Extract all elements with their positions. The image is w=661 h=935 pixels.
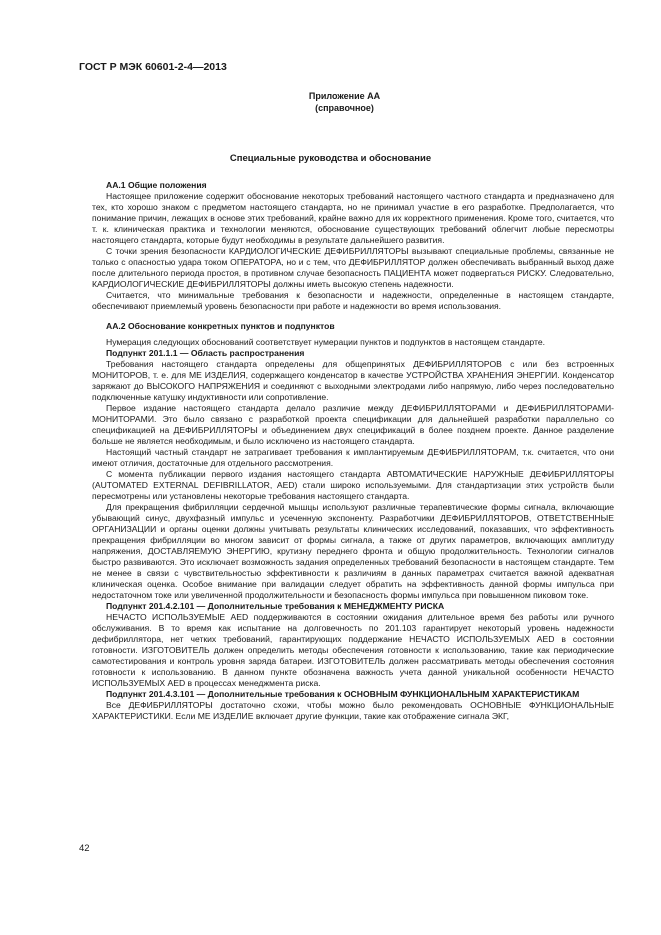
- subsection-heading: Подпункт 201.1.1 — Область распространения: [106, 348, 305, 358]
- paragraph: С момента публикации первого издания настоящего стандарта АВТОМАТИЧЕСКИЕ НАРУЖНЫЕ ДЕФИБРИЛЛЯТОРЫ (AUTOMATED EXTERNAL DEFIBRILLATOR, AED) стали широко используемыми. Для стандартизации этих устройств были пересмотрены или установлены некоторые требования настоящего стандарта.: [92, 469, 614, 501]
- paragraph: НЕЧАСТО ИСПОЛЬЗУЕМЫЕ AED поддерживаются в состоянии ожидания длительное время без работы или ручного обслуживания. В то время как испытание на долговечность по 201.103 гарантирует некоторый уровень надежности дефибриллятора, нет четких требований, гарантирующих поддержание НЕЧАСТО ИСПОЛЬЗУЕМЫХ AED в состоянии готовности. ИЗГОТОВИТЕЛЬ должен определить методы обеспечения готовности к использованию, такие как периодические самотестирования и контроль уровня заряда батареи. ИЗГОТОВИТЕЛЬ должен рассматривать методы обеспечения состояния готовности к использованию. В данном пункте обозначена важность учета данной уникальной особенности НЕЧАСТО ИСПОЛЬЗУЕМЫХ AED в процессах менеджмента риска.: [92, 612, 614, 688]
- document-header: ГОСТ Р МЭК 60601-2-4—2013: [79, 61, 227, 73]
- document-body: [92, 180, 614, 722]
- paragraph: С точки зрения безопасности КАРДИОЛОГИЧЕСКИЕ ДЕФИБРИЛЛЯТОРЫ вызывают специальные проблемы, связанные не только с опасностью удара током ОПЕРАТОРА, но и с тем, что ДЕФИБРИЛЛЯТОР должен обеспечивать выбранный выход даже после длительного периода простоя, в противном случае безопасность ПАЦИЕНТА может подвергаться РИСКУ. Следовательно, КАРДИОЛОГИЧЕСКИЕ ДЕФИБРИЛЛЯТОРЫ должны иметь высокую степень надежности.: [92, 246, 614, 289]
- main-title: Специальные руководства и обоснование: [229, 153, 432, 164]
- paragraph: Настоящее приложение содержит обоснование некоторых требований настоящего частного стандарта и предназначено для тех, кто хорошо знаком с предметом настоящего стандарта, но не принимал участие в его разработке. Предполагается, что понимание причин, лежащих в основе этих требований, крайне важно для их корректного применения. Кроме того, считается, что т. к. клиническая практика и технологии меняются, обоснование существующих требований облегчит любые пересмотры настоящего стандарта, которые будут необходимы в результате дальнейшего развития.: [92, 191, 614, 245]
- subsection-heading: Подпункт 201.4.2.101 — Дополнительные требования к МЕНЕДЖМЕНТУ РИСКА: [106, 601, 445, 611]
- paragraph: Нумерация следующих обоснований соответствует нумерации пунктов и подпунктов в настоящем стандарте.: [106, 337, 545, 347]
- annex-subtitle: (справочное): [315, 103, 374, 113]
- subsection-heading: Подпункт 201.4.3.101 — Дополнительные требования к ОСНОВНЫМ ФУНКЦИОНАЛЬНЫМ ХАРАКТЕРИСТИКАМ: [106, 689, 580, 699]
- annex-title: Приложение АА: [308, 91, 381, 101]
- page-number: 42: [79, 843, 90, 854]
- paragraph: Первое издание настоящего стандарта делало различие между ДЕФИБРИЛЛЯТОРАМИ и ДЕФИБРИЛЛЯТОРАМИ-МОНИТОРАМИ. Это было связано с разработкой проекта спецификации для дальнейшей разработки параллельно со спецификацией на ДЕФИБРИЛЛЯТОРЫ и объединением двух спецификаций в более позднем проекте. Данное разделение больше не является необходимым, и было исключено из настоящего стандарта.: [92, 403, 614, 446]
- paragraph: Требования настоящего стандарта определены для общепринятых ДЕФИБРИЛЛЯТОРОВ с или без встроенных МОНИТОРОВ, т. е. для МЕ ИЗДЕЛИЯ, содержащего конденсатор в качестве УСТРОЙСТВА ХРАНЕНИЯ ЭНЕРГИИ. Конденсатор заряжают до ВЫСОКОГО НАПРЯЖЕНИЯ и соединяют с выходными электродами либо напрямую, либо через последовательно подключенные катушку индуктивности или сопротивление.: [92, 359, 614, 402]
- paragraph: Считается, что минимальные требования к безопасности и надежности, определенные в настоящем стандарте, обеспечивают приемлемый уровень безопасности при работе и надежности во время использования.: [92, 290, 614, 311]
- section-heading: АА.2 Обоснование конкретных пунктов и подпунктов: [106, 321, 335, 331]
- paragraph: Настоящий частный стандарт не затрагивает требования к имплантируемым ДЕФИБРИЛЛЯТОРАМ, т.к. считается, что они имеют отличия, достаточные для отдельного рассмотрения.: [92, 447, 614, 468]
- section-heading: АА.1 Общие положения: [106, 180, 207, 190]
- paragraph: Для прекращения фибрилляции сердечной мышцы используют различные терапевтические формы сигнала, включающие убывающий синус, двухфазный импульс и усеченную экспоненту. Разработчики ДЕФИБРИЛЛЯТОРОВ, ОТВЕТСТВЕННЫЕ ОРГАНИЗАЦИИ и органы оценки должны учитывать результаты клинических исследований, показавших, что эффективность прекращения фибрилляции во многом зависит от формы сигнала, а также от других параметров, включающих амплитуду напряжения, ДОСТАВЛЯЕМУЮ ЭНЕРГИЮ, крутизну переднего фронта и общую продолжительность. Технологии сигналов быстро развиваются. Это исключает возможность задания определенных требований безопасности в настоящем стандарте. Тем не менее в связи с чувствительностью эффективности к различиям в данных параметрах считается важной адекватная клиническая оценка. Особое внимание при валидации следует обратить на эффективность данной формы импульса при недостаточном токе или увеличенной продолжительности и безопасность формы импульса при повышенном пиковом токе.: [92, 502, 614, 600]
- paragraph: Все ДЕФИБРИЛЛЯТОРЫ достаточно схожи, чтобы можно было рекомендовать ОСНОВНЫЕ ФУНКЦИОНАЛЬНЫЕ ХАРАКТЕРИСТИКИ. Если МЕ ИЗДЕЛИЕ включает другие функции, такие как отображение сигнала ЭКГ,: [92, 700, 614, 721]
